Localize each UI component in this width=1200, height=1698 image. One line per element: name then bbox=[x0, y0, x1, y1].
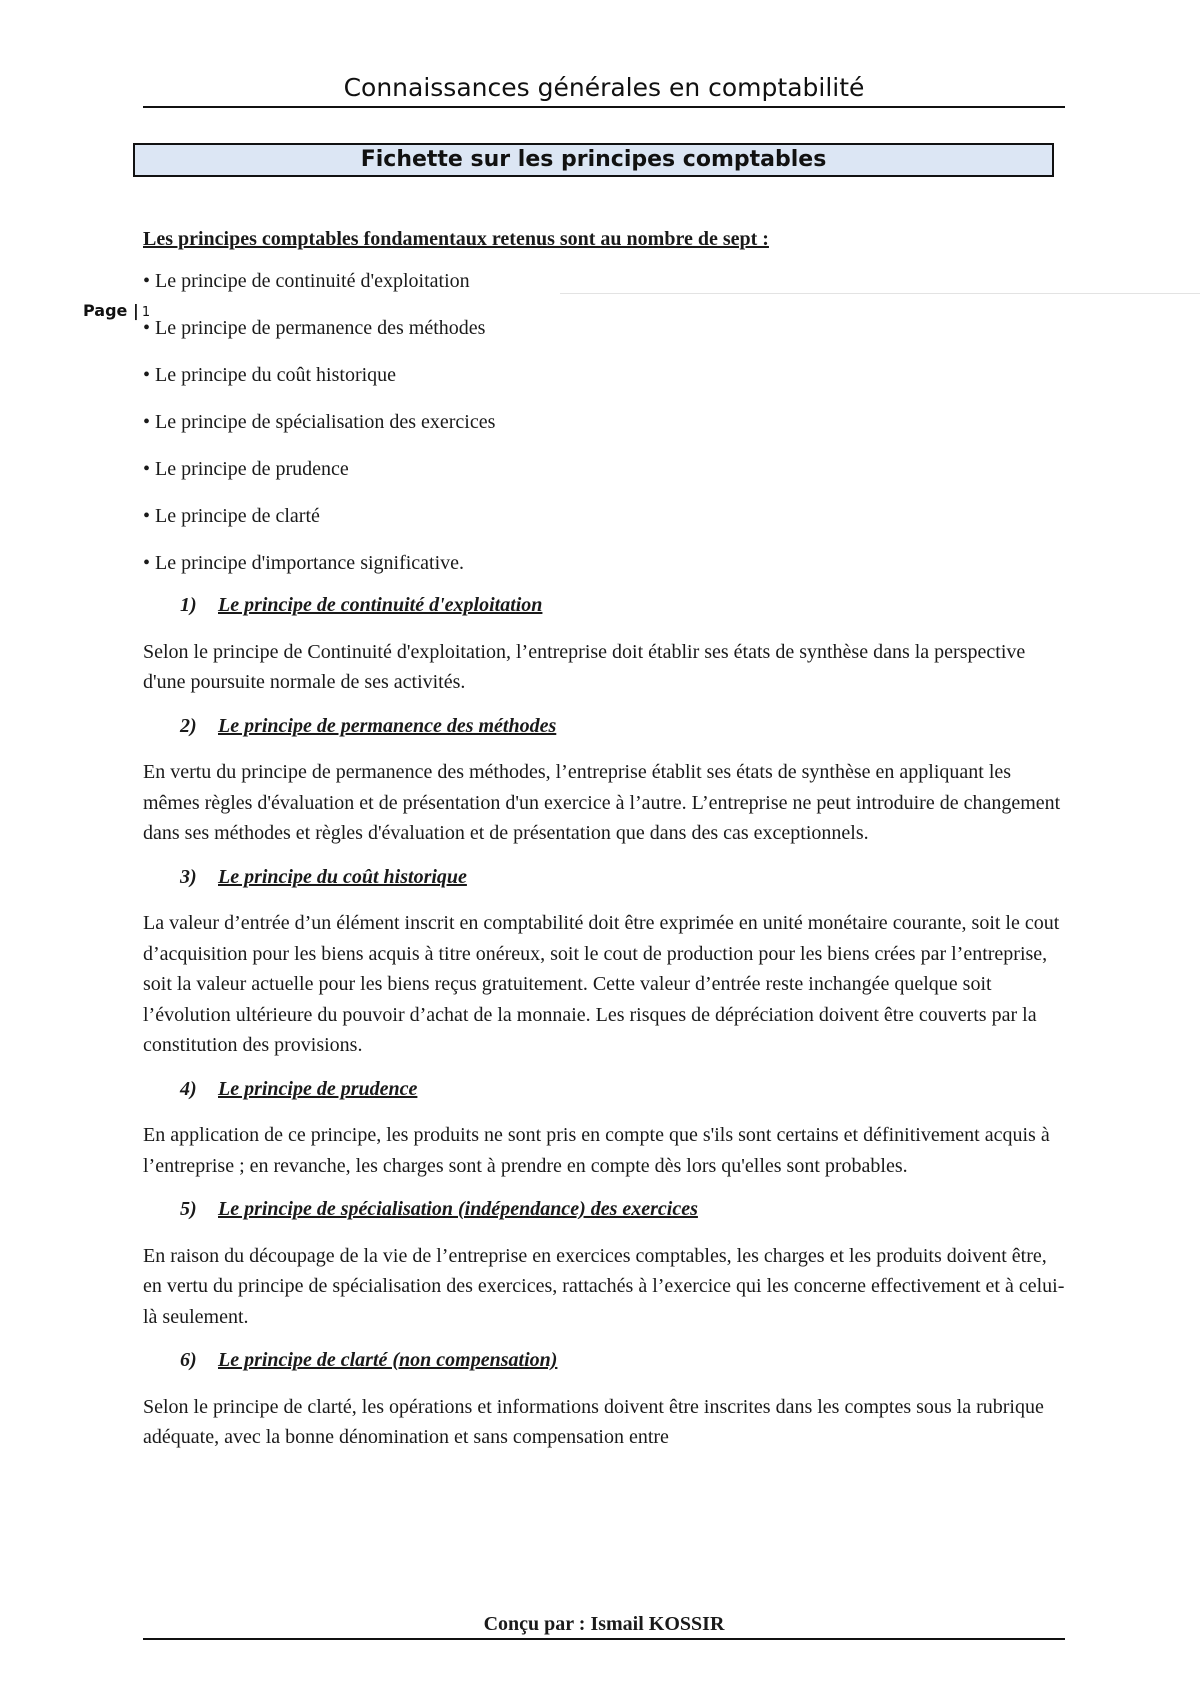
section-title: Le principe de prudence bbox=[218, 1077, 418, 1100]
section-heading bbox=[180, 862, 1068, 893]
section-number: 4) bbox=[180, 1077, 197, 1100]
document-title-box: Fichette sur les principes comptables bbox=[133, 143, 1054, 177]
intro-title: Les principes comptables fondamentaux retenus sont au nombre de sept : bbox=[143, 228, 769, 250]
section-paragraph: La valeur d’entrée d’un élément inscrit en comptabilité doit être exprimée en unité monétaire courante, soit le cout d’acquisition pour les biens acquis à titre onéreux, soit le cout de production pour les biens crées par l’entreprise, soit la valeur actuelle pour les biens reçus gratuitement. Cette valeur d’entrée reste inchangée quelque soit l’évolution ultérieure du pouvoir d’achat de la monnaie. Les risques de dépréciation doivent être couverts par la constitution des provisions. bbox=[143, 912, 1060, 1056]
list-item: • Le principe de prudence bbox=[143, 457, 349, 480]
section-heading bbox=[180, 1074, 1068, 1105]
section-heading bbox=[180, 1194, 1068, 1225]
list-item: • Le principe de continuité d'exploitation bbox=[143, 269, 470, 292]
header-rule bbox=[143, 106, 1065, 108]
section-heading bbox=[180, 1345, 1068, 1376]
footer-rule bbox=[143, 1638, 1065, 1640]
section-title: Le principe du coût historique bbox=[218, 865, 467, 888]
section-number: 1) bbox=[180, 594, 197, 616]
section-heading bbox=[180, 590, 1068, 621]
footer-author: Conçu par : Ismail KOSSIR bbox=[483, 1613, 725, 1635]
section-paragraph: En vertu du principe de permanence des méthodes, l’entreprise établit ses états de synthèse en appliquant les mêmes règles d'évaluation et de présentation d'un exercice à l’autre. L’entreprise ne peut introduire de changement dans ses méthodes et règles d'évaluation et de présentation que dans des cas exceptionnels. bbox=[143, 761, 1061, 844]
list-item: • Le principe de spécialisation des exercices bbox=[143, 410, 496, 433]
section-number: 5) bbox=[180, 1198, 197, 1220]
page-header-title: Connaissances générales en comptabilité bbox=[343, 73, 865, 102]
section-heading bbox=[180, 711, 1068, 742]
document-body bbox=[143, 224, 1068, 1466]
list-item: • Le principe d'importance significative. bbox=[143, 551, 465, 574]
section-title: Le principe de clarté (non compensation) bbox=[218, 1349, 558, 1371]
list-item: • Le principe du coût historique bbox=[143, 363, 397, 386]
section-number: 2) bbox=[180, 714, 197, 737]
page-number-marker bbox=[83, 299, 150, 325]
principles-list bbox=[143, 266, 1068, 579]
section-number: 6) bbox=[180, 1349, 197, 1371]
page-number: 1 bbox=[141, 305, 151, 320]
section-paragraph: Selon le principe de Continuité d'exploitation, l’entreprise doit établir ses états de synthèse dans la perspective d'une poursuite normale de ses activités. bbox=[143, 640, 1026, 693]
list-item: • Le principe de clarté bbox=[143, 504, 320, 527]
section-title: Le principe de spécialisation (indépendance) des exercices bbox=[218, 1198, 698, 1220]
section-title: Le principe de continuité d'exploitation bbox=[218, 594, 543, 616]
section-paragraph: En application de ce principe, les produits ne sont pris en compte que s'ils sont certains et définitivement acquis à l’entreprise ; en revanche, les charges sont à prendre en compte dès lors qu'elles sont probables. bbox=[143, 1124, 1050, 1177]
section-paragraph: En raison du découpage de la vie de l’entreprise en exercices comptables, les charges et les produits doivent être, en vertu du principe de spécialisation des exercices, rattachés à l’exercice qui les concerne effectivement et à celui-là seulement. bbox=[143, 1244, 1065, 1328]
list-item: • Le principe de permanence des méthodes bbox=[143, 316, 486, 339]
page-label: Page | bbox=[83, 301, 139, 320]
section-title: Le principe de permanence des méthodes bbox=[218, 714, 557, 737]
section-paragraph: Selon le principe de clarté, les opérations et informations doivent être inscrites dans les comptes sous la rubrique adéquate, avec la bonne dénomination et sans compensation entre bbox=[143, 1395, 1044, 1448]
section-number: 3) bbox=[180, 865, 197, 888]
